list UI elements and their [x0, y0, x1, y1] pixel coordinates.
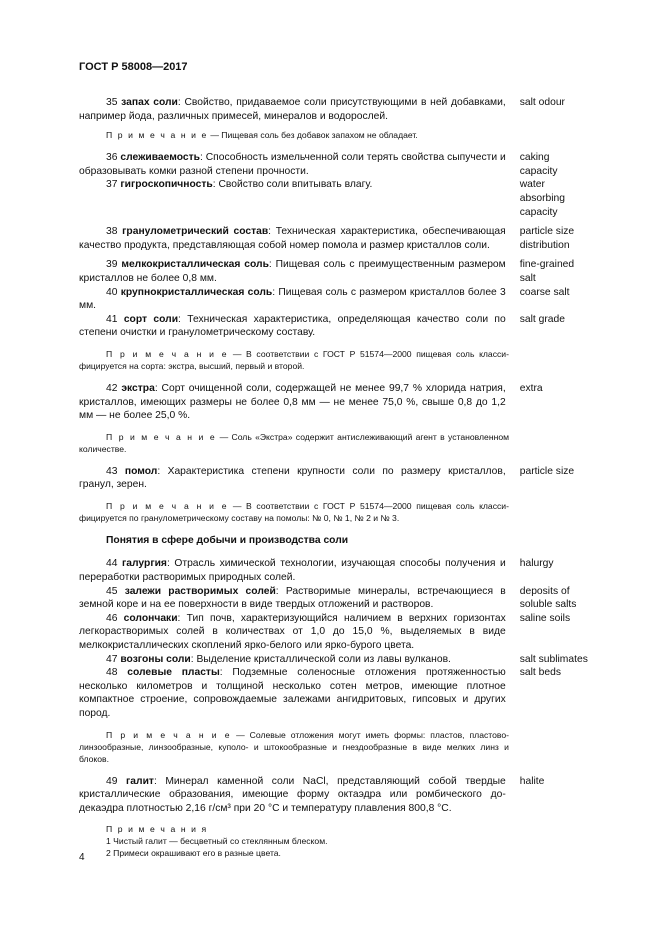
term-entry-40: 40 крупнокристаллическая соль: Пищевая соль с размером кристаллов более 3 мм. coarse salt — [79, 286, 619, 313]
term-entry-38: 38 гранулометрический состав: Техническая характеристика, обеспечивающая качество продукта, представляющая собой номер помола и размер кристаллов соли. particle size distribution — [79, 225, 619, 252]
english-equivalent: extra — [519, 382, 543, 394]
term: солевые пласты — [127, 667, 220, 679]
term: возгоны соли — [120, 653, 191, 665]
term-entry-35: 35 запах соли: Свойство, придаваемое соли присутствующими в ней добавками, например йода, различных примесей, минералов и водорослей. salt odour — [79, 96, 619, 123]
note: П р и м е ч а н и е — Соль «Экстра» содержит антислеживающий агент в установленном количестве. — [79, 431, 510, 454]
english-equivalent: water absorbing capacity — [519, 179, 565, 218]
section-title: Понятия в сфере добычи и производства соли — [106, 534, 349, 546]
term: помол — [124, 465, 158, 477]
document-body — [79, 96, 619, 859]
english-equivalent: salt odour — [519, 97, 565, 108]
term: запах соли — [121, 97, 178, 108]
term-entry-45: 45 залежи растворимых солей: Растворимые минералы, встречающиеся в земной коре и на ее поверхности в виде твердых отложений и растворов. deposits of soluble salts — [79, 585, 619, 612]
term-entry-41: 41 сорт соли: Техническая характеристика, определяющая качество соли по степени очистки и гранулометрическому составу. salt grade — [79, 313, 619, 340]
term: гранулометрический состав — [122, 226, 269, 238]
term: экстра — [121, 382, 155, 394]
term: залежи растворимых солей — [124, 585, 276, 597]
term: сорт соли — [123, 313, 179, 325]
term-entry-42: 42 экстра: Сорт очищенной соли, содержащей не менее 99,7 % хлорида натрия, кристаллов, имеющих размеры не более 0,8 мм — не менее 75,0 %, свыше 0,8 до 1,2 мм — не более 25,0 %. extra — [79, 382, 619, 423]
term-entry-46: 46 солончаки: Тип почв, характеризующийся наличием в верхних горизонтах легкорастворимых солей в количествах от 1,0 до 15,0 %, выделяемых в виде мелкокристаллических скоплений ярко-белого или ярко-бурого цвета. saline soils — [79, 612, 619, 653]
term-entry-43: 43 помол: Характеристика степени крупности соли по размеру кристаллов, гранул, зерен. particle size — [79, 465, 619, 492]
note: П р и м е ч а н и е — Пищевая соль без добавок запахом не обладает. — [106, 130, 418, 141]
term: слеживаемость — [120, 152, 200, 164]
term-entry-47: 47 возгоны соли: Выделение кристаллической соли из лавы вулканов. salt sublimates — [79, 653, 619, 667]
term-entry-49: 49 галит: Минерал каменной соли NaCl, представляющий собой твердые кристаллические образования, имеющие форму октаэдра или ромбического додекаэдра плотностью 2,16 г/см³ при 20 °C и температуру плавления 800,8 °C. halite — [79, 775, 619, 816]
english-equivalent: salt beds — [519, 667, 561, 679]
term: галит — [126, 775, 154, 787]
note: П р и м е ч а н и е — В соответствии с ГОСТ Р 51574—2000 пищевая соль классифицируется по гранулометрическому составу на помолы: № 0, № 1, № 2 и № 3. — [79, 500, 509, 523]
english-equivalent: saline soils — [519, 612, 571, 624]
english-equivalent: particle size — [519, 465, 575, 477]
english-equivalent: coarse salt — [519, 286, 570, 298]
english-equivalent: salt sublimates — [519, 653, 588, 665]
page-header: ГОСТ Р 58008—2017 — [79, 61, 188, 73]
english-equivalent: deposits of soluble salts — [519, 585, 577, 611]
term: мелкокристаллическая соль — [121, 259, 269, 271]
term: солончаки — [123, 612, 178, 624]
note: П р и м е ч а н и е — Солевые отложения могут иметь формы: пластов, пластово-линзообразные, линзообразные, куполо- и штокообразные и гнездообразные в виде мелких линз и блоков. — [79, 729, 510, 764]
note: П р и м е ч а н и е — В соответствии с ГОСТ Р 51574—2000 пищевая соль классифицируется на сорта: экстра, высший, первый и второй. — [79, 348, 509, 371]
term-entry-39: 39 мелкокристаллическая соль: Пищевая соль с преимущественным размером кристаллов не более 0,8 мм. fine-grained salt — [79, 258, 619, 285]
english-equivalent: salt grade — [519, 313, 565, 325]
term-entry-37: 37 гигроскопичность: Свойство соли впитывать влагу. water absorbing capacity — [79, 178, 619, 219]
english-equivalent: particle size distribution — [519, 226, 575, 251]
english-equivalent: halite — [519, 775, 545, 787]
english-equivalent: halurgy — [519, 558, 554, 570]
term: галургия — [122, 558, 167, 570]
page-number: 4 — [79, 852, 85, 863]
term: гигроскопичность — [120, 179, 213, 191]
english-equivalent: caking capacity — [519, 152, 558, 177]
notes: П р и м е ч а н и я 1 Чистый галит — бесцветный со стеклянным блеском. 2 Примеси окрашивают его в разные цвета. — [106, 824, 328, 859]
term-entry-36: 36 слеживаемость: Способность измельченной соли терять свойства сыпучести и образовывать комки разной степени прочности. caking capacity — [79, 151, 619, 178]
term-entry-44: 44 галургия: Отрасль химической технологии, изучающая способы получения и переработки растворимых природных солей. halurgy — [79, 557, 619, 584]
english-equivalent: fine-grained salt — [519, 259, 575, 284]
term-entry-48: 48 солевые пласты: Подземные соленосные отложения протяженностью несколько километров и толщиной несколько сотен метров, имеющие плотное компактное строение, сопровождаемые залежами ангидритовых, гипсовых и других пород. salt beds — [79, 666, 619, 720]
term: крупнокристаллическая соль — [120, 286, 273, 298]
